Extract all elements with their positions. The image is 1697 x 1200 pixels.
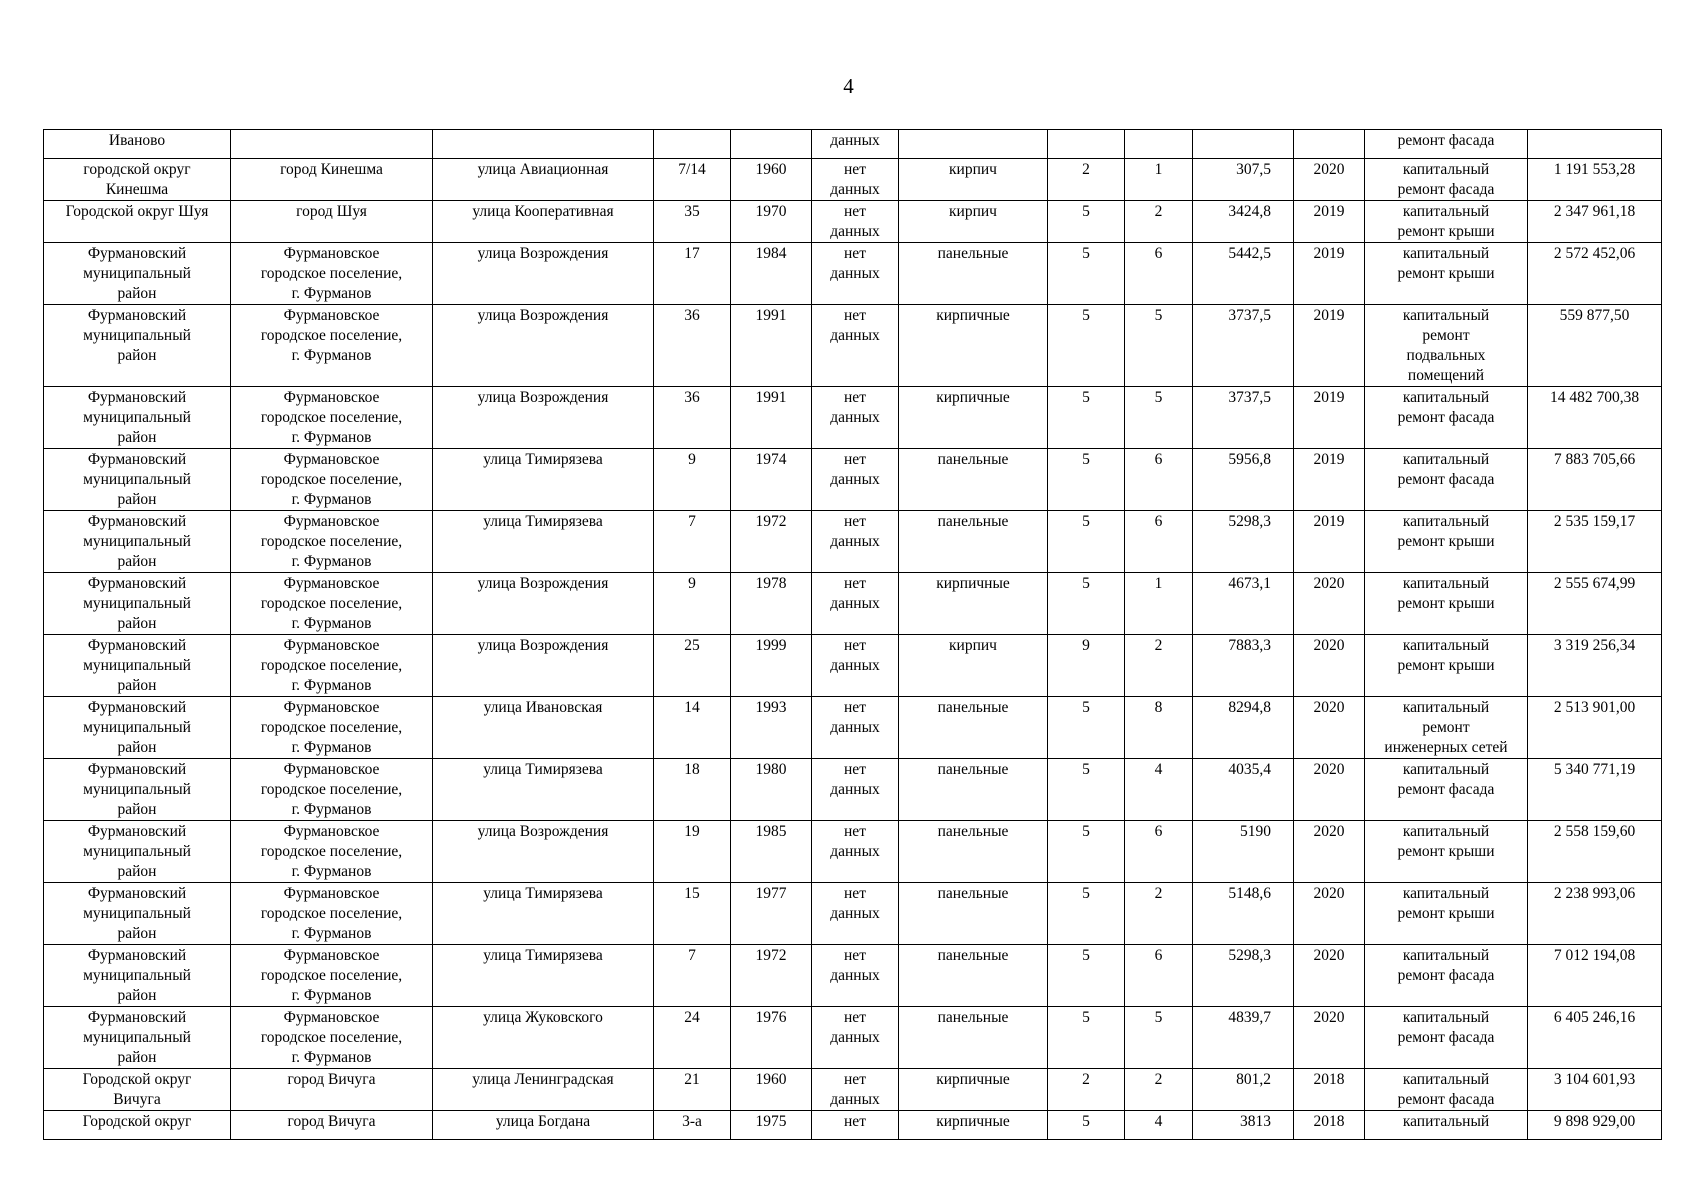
cell-work-type: капитальный ремонт фасада: [1365, 1069, 1528, 1111]
cell-settlement: [231, 130, 433, 159]
cell-repair-year: 2020: [1294, 1007, 1365, 1069]
cell-settlement: Фурмановское городское поселение, г. Фурманов: [231, 1007, 433, 1069]
cell-settlement: город Вичуга: [231, 1069, 433, 1111]
cell-wall-material: [899, 130, 1048, 159]
cell-entrances: 6: [1125, 821, 1193, 883]
cell-entrances: 4: [1125, 1111, 1193, 1140]
cell-area: 3737,5: [1193, 387, 1294, 449]
cell-area: 801,2: [1193, 1069, 1294, 1111]
cell-settlement: город Шуя: [231, 201, 433, 243]
cell-work-type: капитальный ремонт фасада: [1365, 945, 1528, 1007]
cell-wear: нет данных: [812, 1069, 899, 1111]
cell-wall-material: кирпич: [899, 159, 1048, 201]
cell-cost: 2 347 961,18: [1528, 201, 1662, 243]
cell-wall-material: панельные: [899, 883, 1048, 945]
cell-wall-material: панельные: [899, 511, 1048, 573]
cell-cost: 2 558 159,60: [1528, 821, 1662, 883]
cell-area: 3424,8: [1193, 201, 1294, 243]
cell-area: [1193, 130, 1294, 159]
cell-work-type: капитальный: [1365, 1111, 1528, 1140]
cell-area: 4839,7: [1193, 1007, 1294, 1069]
cell-year-built: 1960: [731, 159, 812, 201]
cell-street: улица Тимирязева: [433, 449, 654, 511]
cell-cost: 7 012 194,08: [1528, 945, 1662, 1007]
cell-floors: 5: [1048, 1007, 1125, 1069]
cell-house-number: 19: [654, 821, 731, 883]
cell-cost: 2 555 674,99: [1528, 573, 1662, 635]
cell-year-built: 1984: [731, 243, 812, 305]
cell-area: 3813: [1193, 1111, 1294, 1140]
cell-municipality: Иваново: [44, 130, 231, 159]
cell-wear: нет данных: [812, 945, 899, 1007]
cell-work-type: капитальный ремонт крыши: [1365, 201, 1528, 243]
cell-wall-material: панельные: [899, 759, 1048, 821]
cell-cost: 14 482 700,38: [1528, 387, 1662, 449]
cell-municipality: Городской округ Вичуга: [44, 1069, 231, 1111]
cell-floors: 5: [1048, 573, 1125, 635]
cell-work-type: ремонт фасада: [1365, 130, 1528, 159]
cell-wear: нет данных: [812, 573, 899, 635]
cell-work-type: капитальный ремонт подвальных помещений: [1365, 305, 1528, 387]
cell-house-number: 17: [654, 243, 731, 305]
cell-wall-material: панельные: [899, 821, 1048, 883]
cell-year-built: 1960: [731, 1069, 812, 1111]
cell-year-built: 1978: [731, 573, 812, 635]
cell-entrances: 1: [1125, 573, 1193, 635]
cell-year-built: 1991: [731, 305, 812, 387]
cell-municipality: Фурмановский муниципальный район: [44, 449, 231, 511]
table-row: [44, 1069, 1662, 1111]
table-row: [44, 130, 1662, 159]
cell-work-type: капитальный ремонт крыши: [1365, 635, 1528, 697]
table-row: [44, 159, 1662, 201]
cell-street: улица Ленинградская: [433, 1069, 654, 1111]
table-row: [44, 821, 1662, 883]
cell-work-type: капитальный ремонт фасада: [1365, 1007, 1528, 1069]
cell-year-built: 1976: [731, 1007, 812, 1069]
cell-work-type: капитальный ремонт фасада: [1365, 449, 1528, 511]
cell-area: 5298,3: [1193, 511, 1294, 573]
cell-municipality: Городской округ Шуя: [44, 201, 231, 243]
cell-area: 8294,8: [1193, 697, 1294, 759]
cell-street: улица Возрождения: [433, 635, 654, 697]
cell-year-built: 1977: [731, 883, 812, 945]
cell-street: улица Авиационная: [433, 159, 654, 201]
cell-wear: нет данных: [812, 883, 899, 945]
cell-floors: 5: [1048, 243, 1125, 305]
cell-street: улица Ивановская: [433, 697, 654, 759]
cell-year-built: 1972: [731, 511, 812, 573]
cell-settlement: Фурмановское городское поселение, г. Фурманов: [231, 387, 433, 449]
cell-floors: 5: [1048, 883, 1125, 945]
cell-settlement: Фурмановское городское поселение, г. Фурманов: [231, 697, 433, 759]
table-row: [44, 697, 1662, 759]
table-row: [44, 1111, 1662, 1140]
cell-wear: нет данных: [812, 201, 899, 243]
table-row: [44, 573, 1662, 635]
cell-municipality: Фурмановский муниципальный район: [44, 1007, 231, 1069]
cell-wear: нет данных: [812, 759, 899, 821]
cell-floors: 2: [1048, 1069, 1125, 1111]
cell-repair-year: 2019: [1294, 387, 1365, 449]
cell-house-number: 24: [654, 1007, 731, 1069]
cell-municipality: Фурмановский муниципальный район: [44, 573, 231, 635]
cell-entrances: 2: [1125, 635, 1193, 697]
cell-cost: 5 340 771,19: [1528, 759, 1662, 821]
cell-house-number: 14: [654, 697, 731, 759]
cell-settlement: город Вичуга: [231, 1111, 433, 1140]
cell-year-built: 1985: [731, 821, 812, 883]
cell-wear: нет данных: [812, 243, 899, 305]
cell-municipality: Городской округ: [44, 1111, 231, 1140]
cell-street: улица Жуковского: [433, 1007, 654, 1069]
cell-entrances: 4: [1125, 759, 1193, 821]
table-row: [44, 305, 1662, 387]
cell-entrances: 8: [1125, 697, 1193, 759]
cell-house-number: 36: [654, 387, 731, 449]
cell-street: улица Возрождения: [433, 573, 654, 635]
cell-settlement: Фурмановское городское поселение, г. Фурманов: [231, 635, 433, 697]
cell-street: улица Возрождения: [433, 387, 654, 449]
cell-wall-material: панельные: [899, 945, 1048, 1007]
cell-floors: 5: [1048, 759, 1125, 821]
cell-floors: 5: [1048, 201, 1125, 243]
cell-repair-year: 2020: [1294, 697, 1365, 759]
cell-house-number: 3-а: [654, 1111, 731, 1140]
cell-area: 5298,3: [1193, 945, 1294, 1007]
cell-area: 307,5: [1193, 159, 1294, 201]
cell-repair-year: 2018: [1294, 1111, 1365, 1140]
cell-floors: 9: [1048, 635, 1125, 697]
cell-year-built: 1972: [731, 945, 812, 1007]
table-row: [44, 511, 1662, 573]
cell-house-number: 25: [654, 635, 731, 697]
cell-repair-year: 2018: [1294, 1069, 1365, 1111]
cell-year-built: 1974: [731, 449, 812, 511]
cell-wall-material: кирпичные: [899, 573, 1048, 635]
cell-house-number: 9: [654, 573, 731, 635]
cell-area: 4673,1: [1193, 573, 1294, 635]
cell-cost: 1 191 553,28: [1528, 159, 1662, 201]
cell-settlement: Фурмановское городское поселение, г. Фурманов: [231, 573, 433, 635]
cell-entrances: [1125, 130, 1193, 159]
cell-municipality: Фурмановский муниципальный район: [44, 243, 231, 305]
page-number: 4: [843, 74, 854, 98]
cell-municipality: городской округ Кинешма: [44, 159, 231, 201]
cell-cost: 9 898 929,00: [1528, 1111, 1662, 1140]
cell-street: улица Возрождения: [433, 243, 654, 305]
cell-municipality: Фурмановский муниципальный район: [44, 821, 231, 883]
table-row: [44, 1007, 1662, 1069]
cell-cost: 3 319 256,34: [1528, 635, 1662, 697]
cell-entrances: 5: [1125, 1007, 1193, 1069]
cell-house-number: 7/14: [654, 159, 731, 201]
cell-settlement: Фурмановское городское поселение, г. Фурманов: [231, 945, 433, 1007]
cell-work-type: капитальный ремонт крыши: [1365, 883, 1528, 945]
cell-settlement: Фурмановское городское поселение, г. Фурманов: [231, 883, 433, 945]
cell-wear: нет данных: [812, 635, 899, 697]
cell-settlement: Фурмановское городское поселение, г. Фурманов: [231, 821, 433, 883]
cell-year-built: 1991: [731, 387, 812, 449]
cell-entrances: 6: [1125, 511, 1193, 573]
cell-wall-material: кирпичные: [899, 1111, 1048, 1140]
cell-municipality: Фурмановский муниципальный район: [44, 759, 231, 821]
cell-wear: нет: [812, 1111, 899, 1140]
table-row: [44, 387, 1662, 449]
cell-settlement: Фурмановское городское поселение, г. Фурманов: [231, 511, 433, 573]
cell-area: 5956,8: [1193, 449, 1294, 511]
cell-cost: 2 238 993,06: [1528, 883, 1662, 945]
cell-area: 7883,3: [1193, 635, 1294, 697]
cell-street: улица Тимирязева: [433, 759, 654, 821]
cell-settlement: Фурмановское городское поселение, г. Фурманов: [231, 759, 433, 821]
cell-work-type: капитальный ремонт крыши: [1365, 511, 1528, 573]
cell-street: улица Тимирязева: [433, 511, 654, 573]
cell-area: 5442,5: [1193, 243, 1294, 305]
cell-repair-year: 2019: [1294, 511, 1365, 573]
cell-work-type: капитальный ремонт фасада: [1365, 387, 1528, 449]
cell-house-number: 7: [654, 945, 731, 1007]
cell-wear: нет данных: [812, 821, 899, 883]
cell-work-type: капитальный ремонт инженерных сетей: [1365, 697, 1528, 759]
cell-wall-material: кирпичные: [899, 1069, 1048, 1111]
cell-repair-year: 2019: [1294, 305, 1365, 387]
cell-house-number: 15: [654, 883, 731, 945]
cell-year-built: 1993: [731, 697, 812, 759]
table-row: [44, 883, 1662, 945]
cell-repair-year: 2020: [1294, 159, 1365, 201]
cell-wear: нет данных: [812, 159, 899, 201]
cell-street: улица Тимирязева: [433, 883, 654, 945]
cell-floors: 5: [1048, 1111, 1125, 1140]
cell-house-number: 35: [654, 201, 731, 243]
cell-repair-year: [1294, 130, 1365, 159]
cell-wear: нет данных: [812, 449, 899, 511]
cell-entrances: 2: [1125, 883, 1193, 945]
cell-floors: 2: [1048, 159, 1125, 201]
cell-area: 3737,5: [1193, 305, 1294, 387]
cell-cost: 7 883 705,66: [1528, 449, 1662, 511]
cell-wear: нет данных: [812, 387, 899, 449]
cell-wall-material: кирпич: [899, 635, 1048, 697]
table-row: [44, 635, 1662, 697]
cell-municipality: Фурмановский муниципальный район: [44, 511, 231, 573]
cell-year-built: 1999: [731, 635, 812, 697]
cell-cost: [1528, 130, 1662, 159]
cell-work-type: капитальный ремонт крыши: [1365, 243, 1528, 305]
cell-year-built: 1980: [731, 759, 812, 821]
cell-street: улица Богдана: [433, 1111, 654, 1140]
cell-wear: нет данных: [812, 305, 899, 387]
cell-settlement: Фурмановское городское поселение, г. Фурманов: [231, 449, 433, 511]
cell-repair-year: 2020: [1294, 759, 1365, 821]
cell-repair-year: 2019: [1294, 449, 1365, 511]
cell-municipality: Фурмановский муниципальный район: [44, 697, 231, 759]
cell-area: 5148,6: [1193, 883, 1294, 945]
cell-floors: 5: [1048, 697, 1125, 759]
cell-wall-material: панельные: [899, 449, 1048, 511]
cell-municipality: Фурмановский муниципальный район: [44, 883, 231, 945]
cell-repair-year: 2020: [1294, 821, 1365, 883]
cell-house-number: 18: [654, 759, 731, 821]
cell-settlement: Фурмановское городское поселение, г. Фурманов: [231, 305, 433, 387]
cell-settlement: город Кинешма: [231, 159, 433, 201]
table-row: [44, 759, 1662, 821]
cell-municipality: Фурмановский муниципальный район: [44, 305, 231, 387]
table-row: [44, 243, 1662, 305]
housing-repair-table: [43, 129, 1662, 1140]
table-row: [44, 945, 1662, 1007]
cell-work-type: капитальный ремонт фасада: [1365, 759, 1528, 821]
cell-repair-year: 2020: [1294, 883, 1365, 945]
cell-repair-year: 2019: [1294, 243, 1365, 305]
cell-year-built: [731, 130, 812, 159]
cell-wear: нет данных: [812, 511, 899, 573]
cell-wall-material: панельные: [899, 697, 1048, 759]
cell-wall-material: кирпичные: [899, 305, 1048, 387]
cell-entrances: 6: [1125, 449, 1193, 511]
cell-floors: 5: [1048, 511, 1125, 573]
cell-street: улица Возрождения: [433, 305, 654, 387]
cell-area: 4035,4: [1193, 759, 1294, 821]
cell-repair-year: 2020: [1294, 635, 1365, 697]
cell-municipality: Фурмановский муниципальный район: [44, 387, 231, 449]
cell-street: [433, 130, 654, 159]
cell-floors: 5: [1048, 387, 1125, 449]
cell-work-type: капитальный ремонт фасада: [1365, 159, 1528, 201]
cell-settlement: Фурмановское городское поселение, г. Фурманов: [231, 243, 433, 305]
cell-repair-year: 2019: [1294, 201, 1365, 243]
cell-work-type: капитальный ремонт крыши: [1365, 573, 1528, 635]
cell-wall-material: панельные: [899, 243, 1048, 305]
cell-house-number: 36: [654, 305, 731, 387]
cell-entrances: 1: [1125, 159, 1193, 201]
cell-floors: 5: [1048, 305, 1125, 387]
cell-cost: 3 104 601,93: [1528, 1069, 1662, 1111]
cell-work-type: капитальный ремонт крыши: [1365, 821, 1528, 883]
cell-entrances: 5: [1125, 305, 1193, 387]
cell-cost: 2 513 901,00: [1528, 697, 1662, 759]
table-row: [44, 201, 1662, 243]
cell-floors: 5: [1048, 449, 1125, 511]
cell-wall-material: кирпичные: [899, 387, 1048, 449]
cell-floors: 5: [1048, 821, 1125, 883]
cell-wear: данных: [812, 130, 899, 159]
cell-house-number: 9: [654, 449, 731, 511]
cell-year-built: 1970: [731, 201, 812, 243]
cell-wall-material: кирпич: [899, 201, 1048, 243]
cell-cost: 2 572 452,06: [1528, 243, 1662, 305]
cell-street: улица Тимирязева: [433, 945, 654, 1007]
table-row: [44, 449, 1662, 511]
cell-municipality: Фурмановский муниципальный район: [44, 945, 231, 1007]
cell-entrances: 6: [1125, 945, 1193, 1007]
cell-wear: нет данных: [812, 697, 899, 759]
cell-house-number: 7: [654, 511, 731, 573]
cell-house-number: 21: [654, 1069, 731, 1111]
cell-entrances: 2: [1125, 1069, 1193, 1111]
cell-house-number: [654, 130, 731, 159]
cell-repair-year: 2020: [1294, 573, 1365, 635]
cell-entrances: 2: [1125, 201, 1193, 243]
cell-wall-material: панельные: [899, 1007, 1048, 1069]
cell-cost: 559 877,50: [1528, 305, 1662, 387]
cell-street: улица Кооперативная: [433, 201, 654, 243]
cell-repair-year: 2020: [1294, 945, 1365, 1007]
cell-entrances: 5: [1125, 387, 1193, 449]
cell-floors: 5: [1048, 945, 1125, 1007]
cell-wear: нет данных: [812, 1007, 899, 1069]
cell-floors: [1048, 130, 1125, 159]
cell-year-built: 1975: [731, 1111, 812, 1140]
cell-area: 5190: [1193, 821, 1294, 883]
cell-municipality: Фурмановский муниципальный район: [44, 635, 231, 697]
cell-street: улица Возрождения: [433, 821, 654, 883]
table-body: [44, 130, 1662, 1140]
cell-cost: 6 405 246,16: [1528, 1007, 1662, 1069]
cell-entrances: 6: [1125, 243, 1193, 305]
cell-cost: 2 535 159,17: [1528, 511, 1662, 573]
